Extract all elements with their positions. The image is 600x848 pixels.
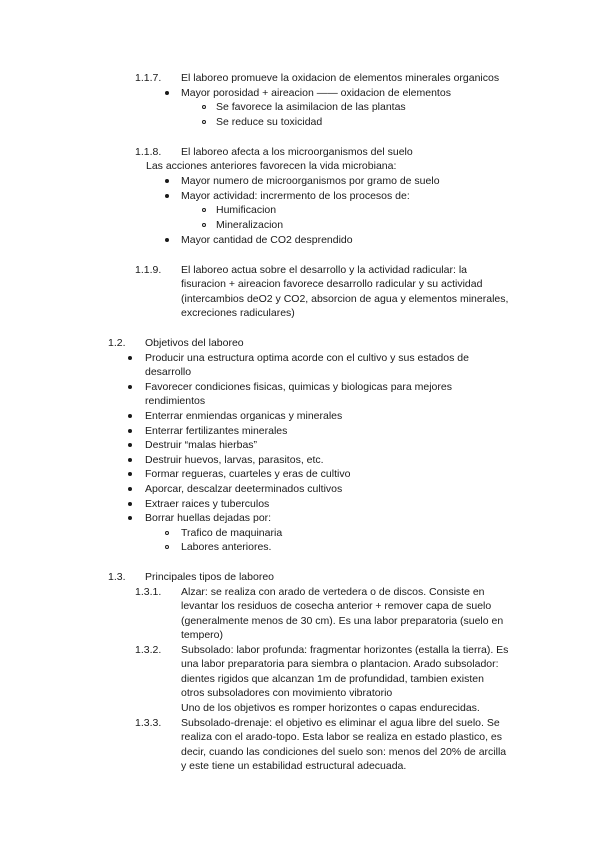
section-title-1-1-8: El laboreo afecta a los microorganismos del suelo bbox=[181, 146, 413, 158]
list-item: Mineralizacion bbox=[216, 219, 284, 231]
list-item: Mayor numero de microorganismos por gramo de suelo bbox=[181, 175, 440, 187]
section-title-1-1-7: El laboreo promueve la oxidacion de elementos minerales organicos bbox=[181, 72, 500, 84]
paragraph-line: fisuracion + aireacion favorece desarrollo radicular y su actividad bbox=[181, 278, 483, 290]
circle-bullet-icon bbox=[202, 208, 206, 212]
circle-bullet-icon bbox=[202, 120, 206, 124]
bullet-icon bbox=[165, 194, 169, 198]
bullet-icon bbox=[165, 91, 169, 95]
list-item: Extraer raices y tuberculos bbox=[145, 498, 270, 510]
list-item: Destruir “malas hierbas” bbox=[145, 439, 258, 451]
paragraph-line: realiza con el arado-topo. Esta labor se realiza en estado plastico, es bbox=[181, 731, 503, 743]
bullet-icon bbox=[128, 385, 132, 389]
paragraph-line: una labor preparatoria para siembra o plantacion. Arado subsolador: bbox=[181, 658, 499, 670]
circle-bullet-icon bbox=[165, 545, 169, 549]
section-number-1-3: 1.3. bbox=[108, 571, 126, 583]
paragraph-line: otros subsoladores con movimiento vibratorio bbox=[181, 687, 393, 699]
paragraph-line: (generalmente menos de 30 cm). Es una labor preparatoria (suelo en bbox=[181, 615, 504, 627]
list-item: Mayor cantidad de CO2 desprendido bbox=[181, 234, 353, 246]
bullet-icon bbox=[128, 487, 132, 491]
paragraph-line: levantar los residuos de cosecha anterior + remover capa de suelo bbox=[181, 600, 492, 612]
list-item: Mayor porosidad + aireacion —— oxidacion de elementos bbox=[181, 87, 451, 99]
bullet-icon bbox=[128, 516, 132, 520]
section-number-1-2: 1.2. bbox=[108, 337, 126, 349]
paragraph-line: excreciones radiculares) bbox=[181, 307, 295, 319]
list-item: Formar regueras, cuarteles y eras de cultivo bbox=[145, 468, 351, 480]
circle-bullet-icon bbox=[202, 223, 206, 227]
list-item: Se favorece la asimilacion de las plantas bbox=[216, 101, 406, 113]
bullet-icon bbox=[128, 443, 132, 447]
list-item: Mayor actividad: incrermento de los procesos de: bbox=[181, 190, 410, 202]
list-item-continuation: desarrollo bbox=[145, 366, 192, 378]
paragraph-line: El laboreo actua sobre el desarrollo y la actividad radicular: la bbox=[181, 264, 467, 276]
bullet-icon bbox=[128, 356, 132, 360]
list-item: Enterrar fertilizantes minerales bbox=[145, 425, 288, 437]
paragraph-line: decir, cuando las condiciones del suelo son: menos del 20% de arcilla bbox=[181, 746, 507, 758]
list-item: Se reduce su toxicidad bbox=[216, 116, 323, 128]
bullet-icon bbox=[128, 458, 132, 462]
list-item-continuation: rendimientos bbox=[145, 395, 206, 407]
paragraph-line: tempero) bbox=[181, 629, 224, 641]
paragraph-line: Subsolado: labor profunda: fragmentar horizontes (estalla la tierra). Es bbox=[181, 644, 509, 656]
bullet-icon bbox=[128, 502, 132, 506]
list-item: Destruir huevos, larvas, parasitos, etc. bbox=[145, 454, 324, 466]
list-item: Producir una estructura optima acorde con el cultivo y sus estados de bbox=[145, 352, 469, 364]
bullet-icon bbox=[128, 429, 132, 433]
list-item: Labores anteriores. bbox=[181, 541, 272, 553]
list-item: Borrar huellas dejadas por: bbox=[145, 512, 272, 524]
list-item: Favorecer condiciones fisicas, quimicas y biologicas para mejores bbox=[145, 381, 452, 393]
section-number-1-3-3: 1.3.3. bbox=[135, 717, 162, 729]
section-number-1-1-7: 1.1.7. bbox=[135, 72, 162, 84]
section-number-1-1-8: 1.1.8. bbox=[135, 146, 162, 158]
section-number-1-1-9: 1.1.9. bbox=[135, 264, 162, 276]
paragraph-line: dientes rigidos que alcanzan 1m de profundidad, tambien existen bbox=[181, 673, 484, 685]
list-item: Humificacion bbox=[216, 204, 277, 216]
paragraph-line: Alzar: se realiza con arado de vertedera o de discos. Consiste en bbox=[181, 586, 485, 598]
paragraph-line: Las acciones anteriores favorecen la vida microbiana: bbox=[146, 160, 397, 172]
circle-bullet-icon bbox=[165, 531, 169, 535]
paragraph-line: y este tiene un estabilidad estructural adecuada. bbox=[181, 760, 407, 772]
section-number-1-3-1: 1.3.1. bbox=[135, 586, 162, 598]
paragraph-line: Uno de los objetivos es romper horizontes o capas endurecidas. bbox=[181, 702, 480, 714]
list-item: Trafico de maquinaria bbox=[181, 527, 283, 539]
section-title-1-3: Principales tipos de laboreo bbox=[145, 571, 274, 583]
bullet-icon bbox=[165, 179, 169, 183]
list-item: Aporcar, descalzar deeterminados cultivos bbox=[145, 483, 343, 495]
section-number-1-3-2: 1.3.2. bbox=[135, 644, 162, 656]
section-title-1-2: Objetivos del laboreo bbox=[145, 337, 244, 349]
bullet-icon bbox=[165, 238, 169, 242]
paragraph-line: (intercambios deO2 y CO2, absorcion de agua y elementos minerales, bbox=[181, 293, 509, 305]
circle-bullet-icon bbox=[202, 105, 206, 109]
paragraph-line: Subsolado-drenaje: el objetivo es eliminar el agua libre del suelo. Se bbox=[181, 717, 500, 729]
list-item: Enterrar enmiendas organicas y minerales bbox=[145, 410, 343, 422]
bullet-icon bbox=[128, 414, 132, 418]
bullet-icon bbox=[128, 472, 132, 476]
